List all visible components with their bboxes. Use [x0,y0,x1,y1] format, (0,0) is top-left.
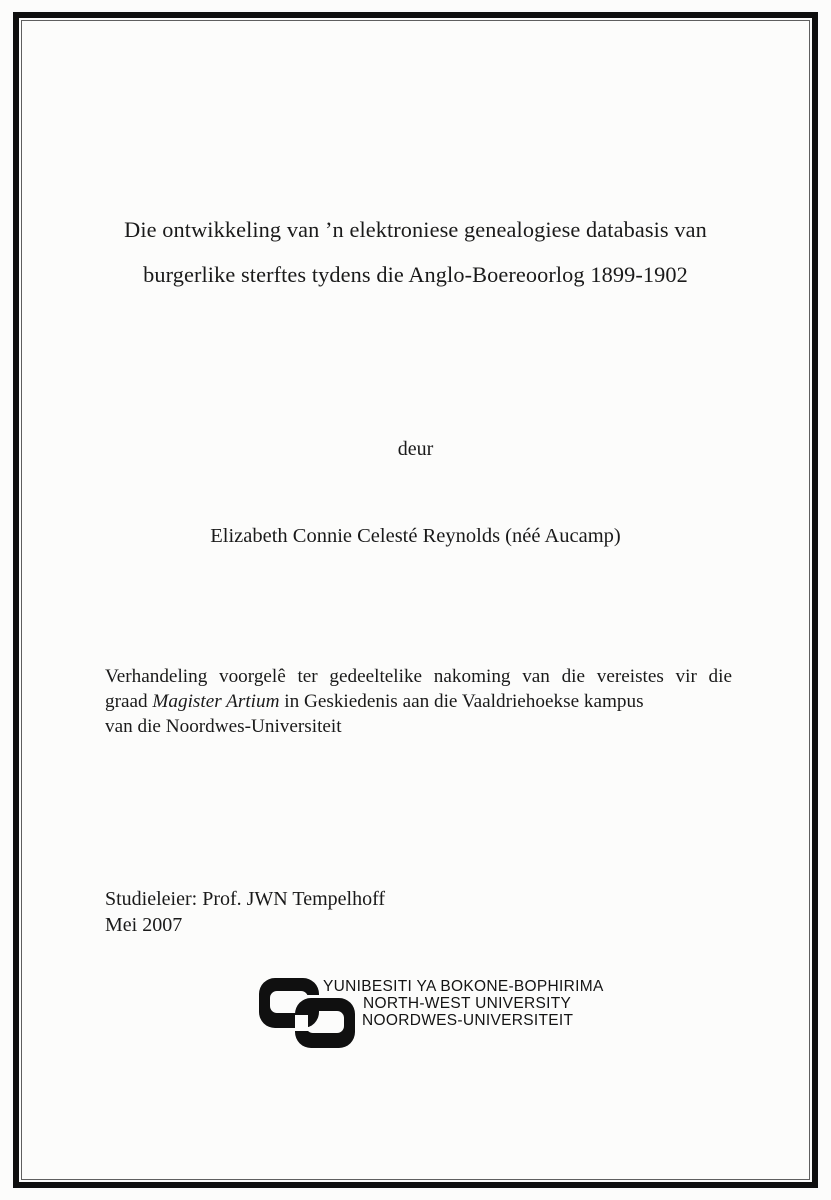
degree-statement-line-2-pre: graad [105,691,153,712]
degree-statement [105,664,732,739]
logo-text-afrikaans: NOORDWES-UNIVERSITEIT [362,1012,574,1029]
university-logo [257,974,604,1052]
byline: deur [397,438,434,460]
supervisor-block [105,886,385,938]
logo-text-setswana: YUNIBESITI YA BOKONE-BOPHIRIMA [323,978,604,995]
date-line: Mei 2007 [105,914,183,936]
thesis-title [60,207,771,297]
logo-text-english: NORTH-WEST UNIVERSITY [363,995,572,1012]
thesis-title-line-2: burgerlike sterftes tydens die Anglo-Boereoorlog 1899-1902 [143,262,688,287]
author-name: Elizabeth Connie Celesté Reynolds (néé Aucamp) [210,525,621,547]
thesis-title-line-1: Die ontwikkeling van ’n elektroniese genealogiese databasis van [124,217,707,242]
supervisor-line: Studieleier: Prof. JWN Tempelhoff [105,888,386,910]
degree-statement-line-2-post: in Geskiedenis aan die Vaaldriehoekse kampus [279,691,644,712]
degree-name-italic: Magister Artium [152,691,280,712]
degree-statement-line-2 [105,689,732,714]
degree-statement-line-3: van die Noordwes-Universiteit [105,716,342,737]
degree-statement-line-1: Verhandeling voorgelê ter gedeeltelike nakoming van die vereistes vir die [105,666,732,687]
